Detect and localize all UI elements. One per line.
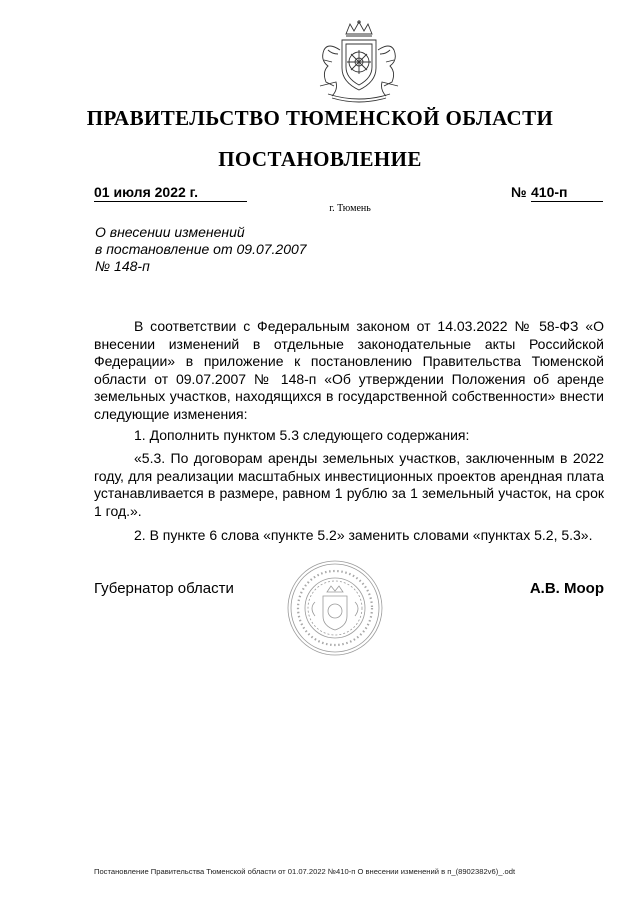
document-body	[94, 318, 604, 550]
document-footer: Постановление Правительства Тюменской области от 01.07.2022 №410-п О внесении изменений в п_(8902382v6)_.odt	[94, 867, 516, 876]
subject-line: № 148-п	[95, 258, 150, 274]
document-date: 01 июля 2022 г.	[94, 184, 247, 202]
tyumen-region-coat-of-arms-icon	[306, 20, 412, 106]
signer-position: Губернатор области	[94, 580, 234, 597]
government-title: ПРАВИТЕЛЬСТВО ТЮМЕНСКОЙ ОБЛАСТИ	[86, 106, 554, 130]
city-label: г. Тюмень	[329, 203, 371, 214]
document-type-title: ПОСТАНОВЛЕНИЕ	[218, 147, 422, 171]
subject-line: О внесении изменений	[95, 224, 245, 240]
item-1-paragraph: 1. Дополнить пунктом 5.3 следующего содержания:	[134, 426, 470, 443]
subject-line: в постановление от 09.07.2007	[95, 241, 307, 257]
item-2-paragraph: 2. В пункте 6 слова «пункте 5.2» заменить словами «пунктах 5.2, 5.3».	[134, 526, 593, 543]
document-number-value: 410-п	[531, 184, 603, 202]
document-number	[511, 184, 604, 202]
signer-name: А.В. Моор	[529, 580, 604, 597]
preamble-paragraph: В соответствии с Федеральным законом от 14.03.2022 № 58-ФЗ «О внесении изменений в отдельные законодательные акты Российской Федерации» в приложение к постановлению Правительства Тюменской области от 09.07.2007 № 148-п «Об утверждении Положения об аренде земельных участков, находящихся в государственной собственности» внести следующие изменения:	[94, 318, 604, 422]
document-subject	[95, 224, 335, 275]
item-1-quote-paragraph: «5.3. По договорам аренды земельных участков, заключенным в 2022 году, для реализации масштабных инвестиционных проектов арендная плата устанавливается в размере, равном 1 рублю за 1 земельный участок, на срок 1 год.».	[94, 450, 604, 519]
official-round-seal-icon	[285, 558, 385, 658]
number-sign: №	[511, 184, 527, 200]
